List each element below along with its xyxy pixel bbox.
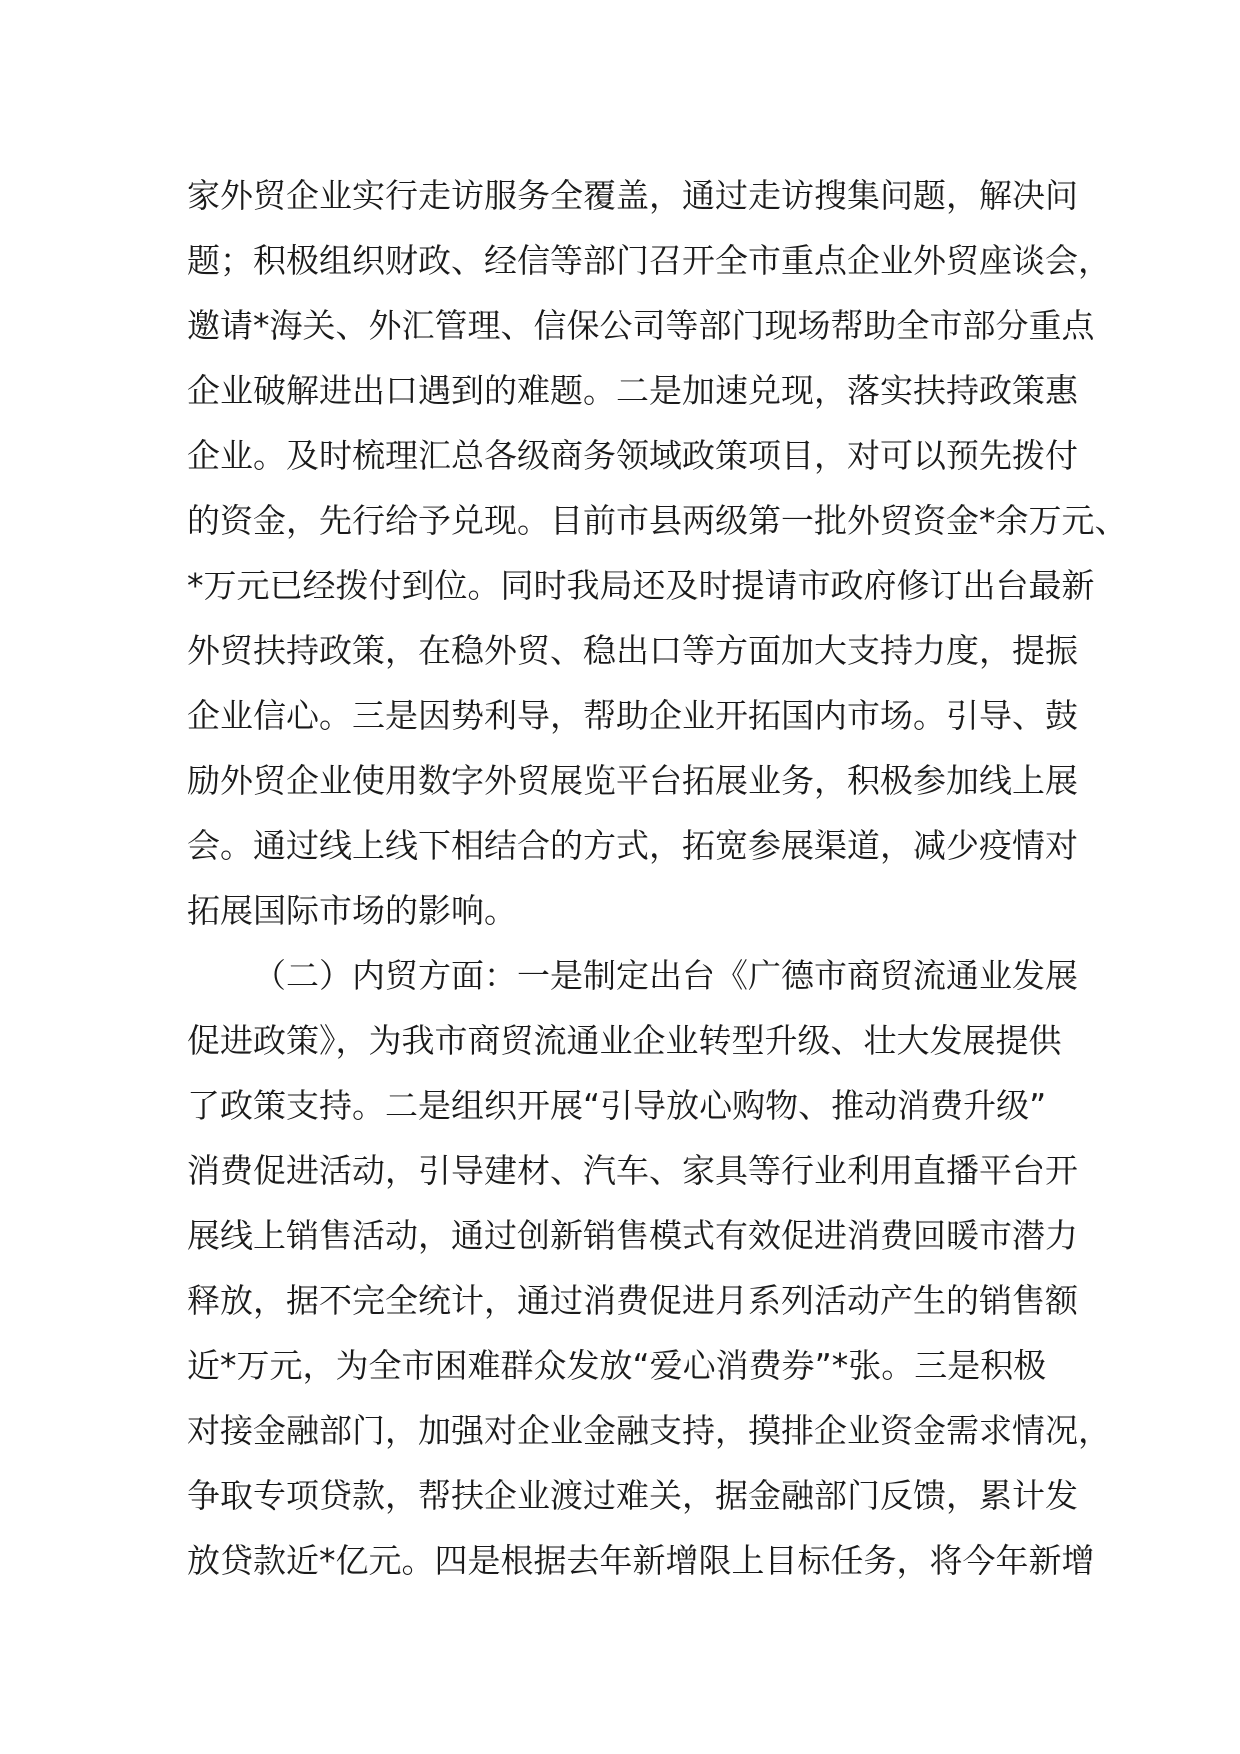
text-line: 企业破解进出口遇到的难题。二是加速兑现，落实扶持政策惠 [187, 371, 1078, 410]
text-line: 消费促进活动，引导建材、汽车、家具等行业利用直播平台开 [187, 1151, 1078, 1190]
text-line: 的资金，先行给予兑现。目前市县两级第一批外贸资金*余万元、 [187, 501, 1128, 540]
text-line: 题；积极组织财政、经信等部门召开全市重点企业外贸座谈会， [187, 241, 1111, 280]
text-line: 外贸扶持政策，在稳外贸、稳出口等方面加大支持力度，提振 [187, 631, 1078, 670]
text-line: 近*万元，为全市困难群众发放“爱心消费券”*张。三是积极 [187, 1346, 1047, 1385]
text-line: 励外贸企业使用数字外贸展览平台拓展业务，积极参加线上展 [187, 761, 1078, 800]
text-line: 会。通过线上线下相结合的方式，拓宽参展渠道，减少疫情对 [187, 826, 1078, 865]
text-line: 放贷款近*亿元。四是根据去年新增限上目标任务，将今年新增 [187, 1541, 1095, 1580]
text-line: 邀请*海关、外汇管理、信保公司等部门现场帮助全市部分重点 [187, 306, 1095, 345]
body-text [187, 163, 1128, 1593]
text-line: 展线上销售活动，通过创新销售模式有效促进消费回暖市潜力 [187, 1216, 1078, 1255]
text-line: 争取专项贷款，帮扶企业渡过难关，据金融部门反馈，累计发 [187, 1476, 1078, 1515]
text-line: 促进政策》，为我市商贸流通业企业转型升级、壮大发展提供 [187, 1021, 1062, 1060]
text-line: 企业。及时梳理汇总各级商务领域政策项目，对可以预先拨付 [187, 436, 1078, 475]
text-line: 了政策支持。二是组织开展“引导放心购物、推动消费升级” [187, 1086, 1047, 1125]
text-line: 企业信心。三是因势利导，帮助企业开拓国内市场。引导、鼓 [187, 696, 1078, 735]
section-heading-line: （二）内贸方面：一是制定出台《广德市商贸流通业发展 [253, 956, 1078, 995]
text-line: 拓展国际市场的影响。 [187, 891, 517, 930]
text-line: 对接金融部门，加强对企业金融支持，摸排企业资金需求情况， [187, 1411, 1111, 1450]
text-line: 释放，据不完全统计，通过消费促进月系列活动产生的销售额 [187, 1281, 1078, 1320]
text-line: *万元已经拨付到位。同时我局还及时提请市政府修订出台最新 [187, 566, 1095, 605]
text-line: 家外贸企业实行走访服务全覆盖，通过走访搜集问题，解决问 [187, 176, 1078, 215]
